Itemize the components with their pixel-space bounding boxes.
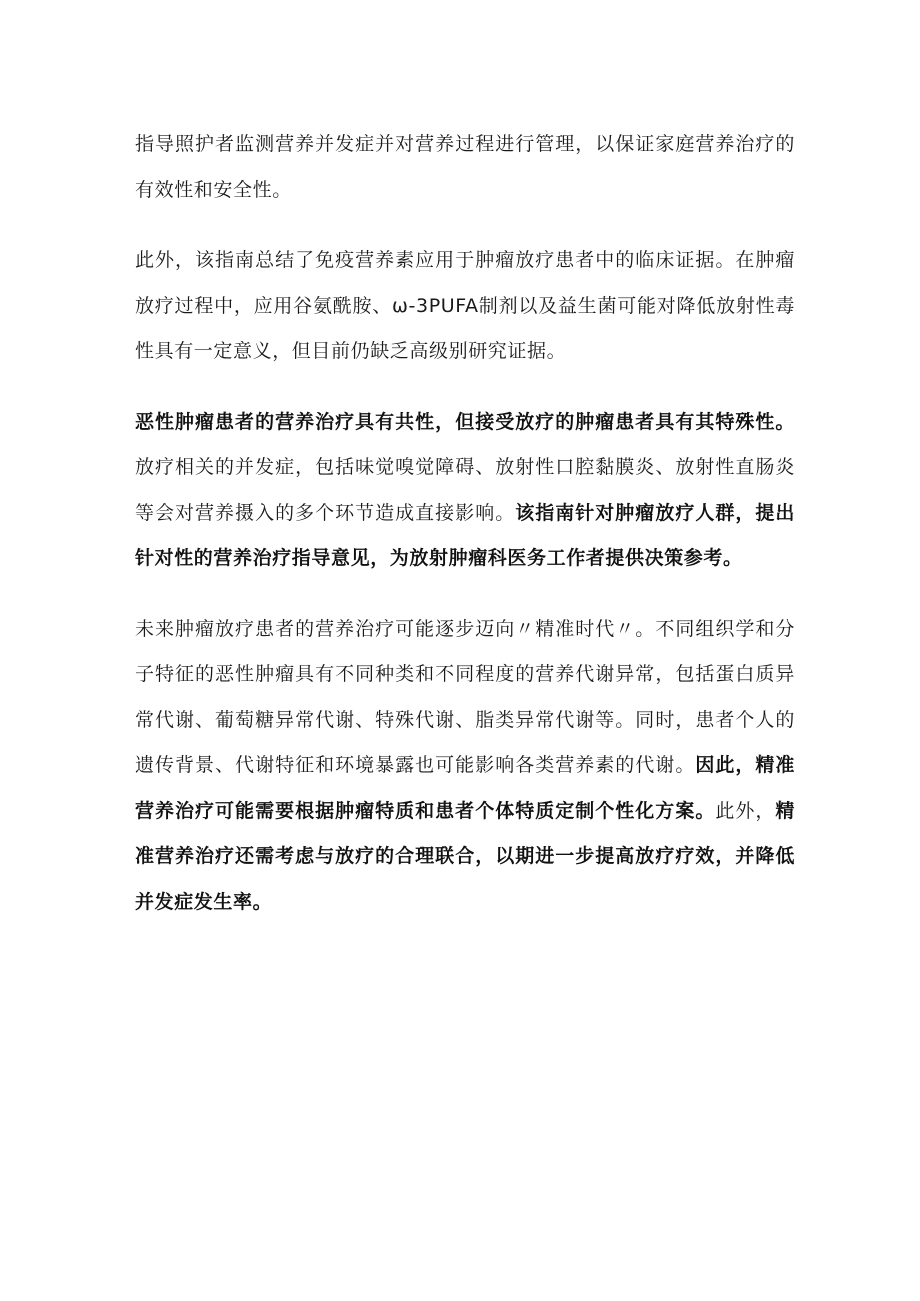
text-segment: 未来肿瘤放疗患者的营养治疗可能逐步迈向〃精准时代〃。不同组织学和分子特征的恶性肿瘤具有不同种类和不同程度的营养代谢异常，包括蛋白质异常代谢、葡萄糖异常代谢、特殊代谢、脂类异常代谢等。同时，患者个人的遗传背景、代谢特征和环境暴露也可能影响各类营养素的代谢。 <box>135 617 795 776</box>
paragraph-immunonutrition <box>135 238 795 375</box>
paragraph-precision-nutrition <box>135 607 795 926</box>
text-segment: 放疗相关的并发症，包括味觉嗅觉障碍、放射性口腔黏膜炎、放射性直肠炎等会对营养摄入的多个环节造成直接影响。 <box>135 456 795 524</box>
text-segment: 指导照护者监测营养并发症并对营养过程进行管理，以保证家庭营养治疗的有效性和安全性。 <box>135 133 795 201</box>
paragraph-radiotherapy-specificity <box>135 400 795 582</box>
text-segment: 此外，该指南总结了免疫营养素应用于肿瘤放疗患者中的临床证据。在肿瘤放疗过程中，应用谷氨酰胺、ω-3PUFA制剂以及益生菌可能对降低放射性毒性具有一定意义，但目前仍缺乏高级别研究证据。 <box>135 249 795 362</box>
bold-text-segment: 该指南针对肿瘤放疗人群，提出针对性的营养治疗指导意见，为放射肿瘤科医务工作者提供决策参考。 <box>135 501 795 569</box>
bold-text-segment: 因此，精准营养治疗可能需要根据肿瘤特质和患者个体特质定制个性化方案。 <box>135 754 795 822</box>
text-segment: 此外， <box>715 799 776 822</box>
bold-text-segment: 恶性肿瘤患者的营养治疗具有共性，但接受放疗的肿瘤患者具有其特殊性。 <box>135 410 795 433</box>
paragraph-home-nutrition <box>135 122 795 213</box>
bold-text-segment: 精准营养治疗还需考虑与放疗的合理联合，以期进一步提高放疗疗效，并降低并发症发生率。 <box>135 799 795 913</box>
document-body <box>135 122 795 950</box>
